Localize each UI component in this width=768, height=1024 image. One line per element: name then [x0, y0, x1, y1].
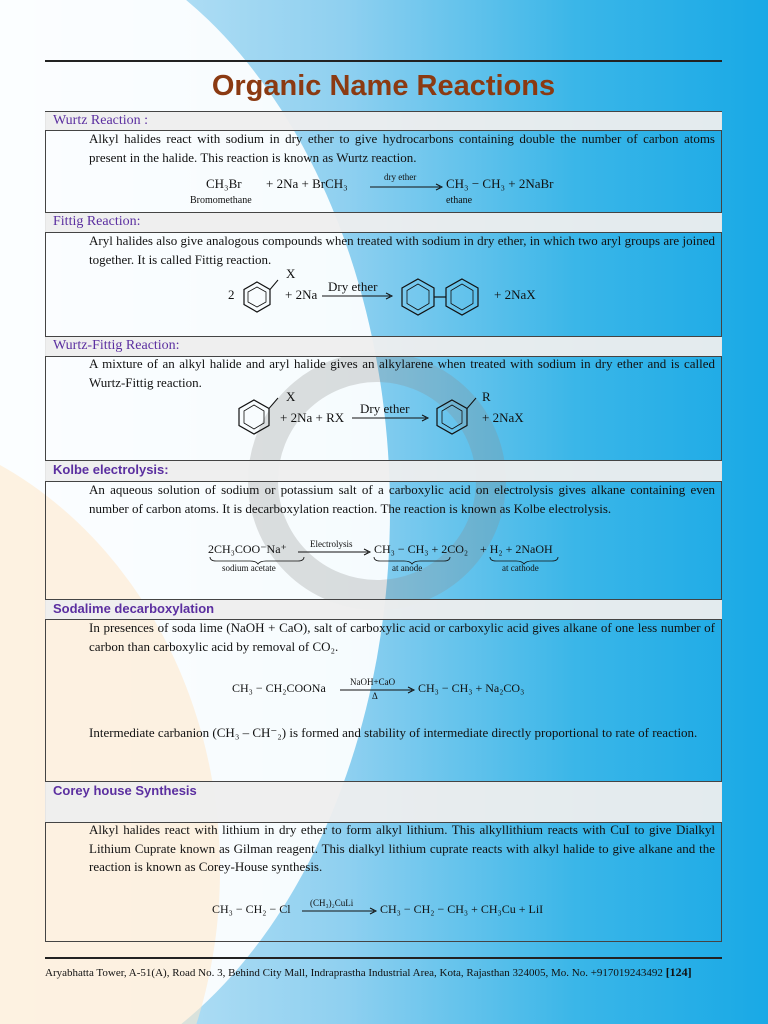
section-heading-wurtz-fittig: Wurtz-Fittig Reaction: — [45, 336, 722, 357]
wurtz-fittig-reagent: + 2Na + RX — [280, 410, 345, 425]
aryl-halide-ring-icon — [238, 398, 274, 436]
sodalime-condition-bottom: Δ — [372, 691, 378, 701]
section-heading-fittig: Fittig Reaction: — [45, 212, 722, 233]
fittig-description: Aryl halides also give analogous compounds when treated with sodium in dry ether, in which two aryl groups are joined together. It is called Fittig reaction. — [89, 233, 715, 267]
top-rule — [45, 60, 722, 62]
footer-address: Aryabhatta Tower, A-51(A), Road No. 3, Behind City Mall, Indraprastha Industrial Area, Kota, Rajasthan 324005, Mo. No. +917019243492 — [45, 967, 663, 979]
sodalime-condition-top: NaOH+CaO — [350, 677, 396, 687]
bottom-rule — [45, 957, 722, 959]
wurtz-description: Alkyl halides react with sodium in dry ether to give hydrocarbons containing double the number of carbon atoms present in the halide. This reaction is known as Wurtz reaction. — [89, 131, 715, 165]
biphenyl-icon — [400, 277, 484, 317]
section-heading-wurtz: Wurtz Reaction : — [45, 111, 722, 131]
wurtz-reactant1: CH₃Br — [206, 176, 242, 191]
fittig-coefficient: 2 — [228, 287, 235, 302]
wurtz-fittig-byproduct: + 2NaX — [482, 410, 524, 425]
benzene-ring-icon — [242, 280, 274, 314]
corey-house-reactant: CH₃ − CH₂ − Cl — [212, 902, 291, 916]
wurtz-fittig-arrow-icon — [352, 414, 432, 424]
wurtz-product: CH₃ − CH₃ + 2NaBr — [446, 176, 554, 191]
wurtz-reactant-label: Bromomethane — [190, 195, 252, 206]
kolbe-label-anode: at anode — [392, 563, 423, 573]
fittig-reagent: + 2Na — [285, 287, 318, 302]
section-heading-kolbe: Kolbe electrolysis: — [45, 460, 722, 482]
kolbe-label-cathode: at cathode — [502, 563, 539, 573]
wurtz-fittig-substituent-out: R — [482, 389, 491, 404]
corey-house-product: CH₃ − CH₂ − CH₃ + CH₃Cu + LiI — [380, 902, 544, 916]
kolbe-condition: Electrolysis — [310, 539, 353, 549]
wurtz-fittig-description: A mixture of an alkyl halide and aryl halide gives an alkylarene when treated with sodium in dry ether and is called Wurtz-Fittig reaction. — [89, 356, 715, 390]
sodalime-arrow-icon — [340, 686, 420, 696]
fittig-byproduct: + 2NaX — [494, 287, 536, 302]
wurtz-arrow-icon — [370, 183, 446, 193]
kolbe-description: An aqueous solution of sodium or potassium salt of a carboxylic acid on electrolysis gives alkane containing even number of carbon atoms. It is decarboxylation reaction. The reaction is known as Kolbe electrolysis. — [89, 482, 715, 516]
footer — [45, 965, 745, 980]
wurtz-reactant2: + 2Na + BrCH₃ — [266, 176, 348, 191]
wurtz-product-label: ethane — [446, 195, 473, 206]
page-number: [124] — [665, 965, 692, 979]
sodalime-reactant: CH₃ − CH₂COONa — [232, 681, 326, 695]
fittig-arrow-icon — [322, 292, 397, 302]
wurtz-condition: dry ether — [384, 172, 417, 182]
corey-house-arrow-icon — [302, 907, 382, 917]
fittig-substituent: X — [286, 266, 296, 281]
page-title: Organic Name Reactions — [211, 70, 556, 102]
sodalime-note: Intermediate carbanion (CH₃ – CH⁻₂) is formed and stability of intermediate directly proportional to rate of reaction. — [89, 725, 698, 740]
corey-house-condition: (CH₃)₂CuLi — [310, 898, 354, 908]
wurtz-fittig-condition: Dry ether — [360, 401, 410, 416]
kolbe-product2: + H₂ + 2NaOH — [480, 542, 553, 556]
alkylarene-ring-icon — [436, 398, 472, 436]
corey-house-description: Alkyl halides react with lithium in dry ether to form alkyl lithium. This alkyllithium reacts with CuI to give Dialkyl Lithium Cuprate known as Gilman reagent. This dialkyl lithium cuprate reacts with alkyl halide to give alkane and the reaction is known as Corey-House synthesis. — [89, 822, 715, 874]
fittig-condition: Dry ether — [328, 279, 378, 294]
kolbe-product1: CH₃ − CH₃ + 2CO₂ — [374, 542, 469, 556]
sodalime-description: In presences of soda lime (NaOH + CaO), salt of carboxylic acid or carboxylic acid gives alkane of one less number of carbon than carboxylic acid by removal of CO₂. — [89, 620, 715, 654]
section-heading-sodalime: Sodalime decarboxylation — [45, 599, 722, 620]
section-heading-corey-house: Corey house Synthesis — [45, 781, 722, 823]
kolbe-reactant: 2CH₃COO⁻Na⁺ — [208, 542, 287, 556]
wurtz-fittig-substituent-in: X — [286, 389, 296, 404]
sodalime-product: CH₃ − CH₃ + Na₂CO₃ — [418, 681, 525, 695]
kolbe-label-reactant: sodium acetate — [222, 563, 276, 573]
